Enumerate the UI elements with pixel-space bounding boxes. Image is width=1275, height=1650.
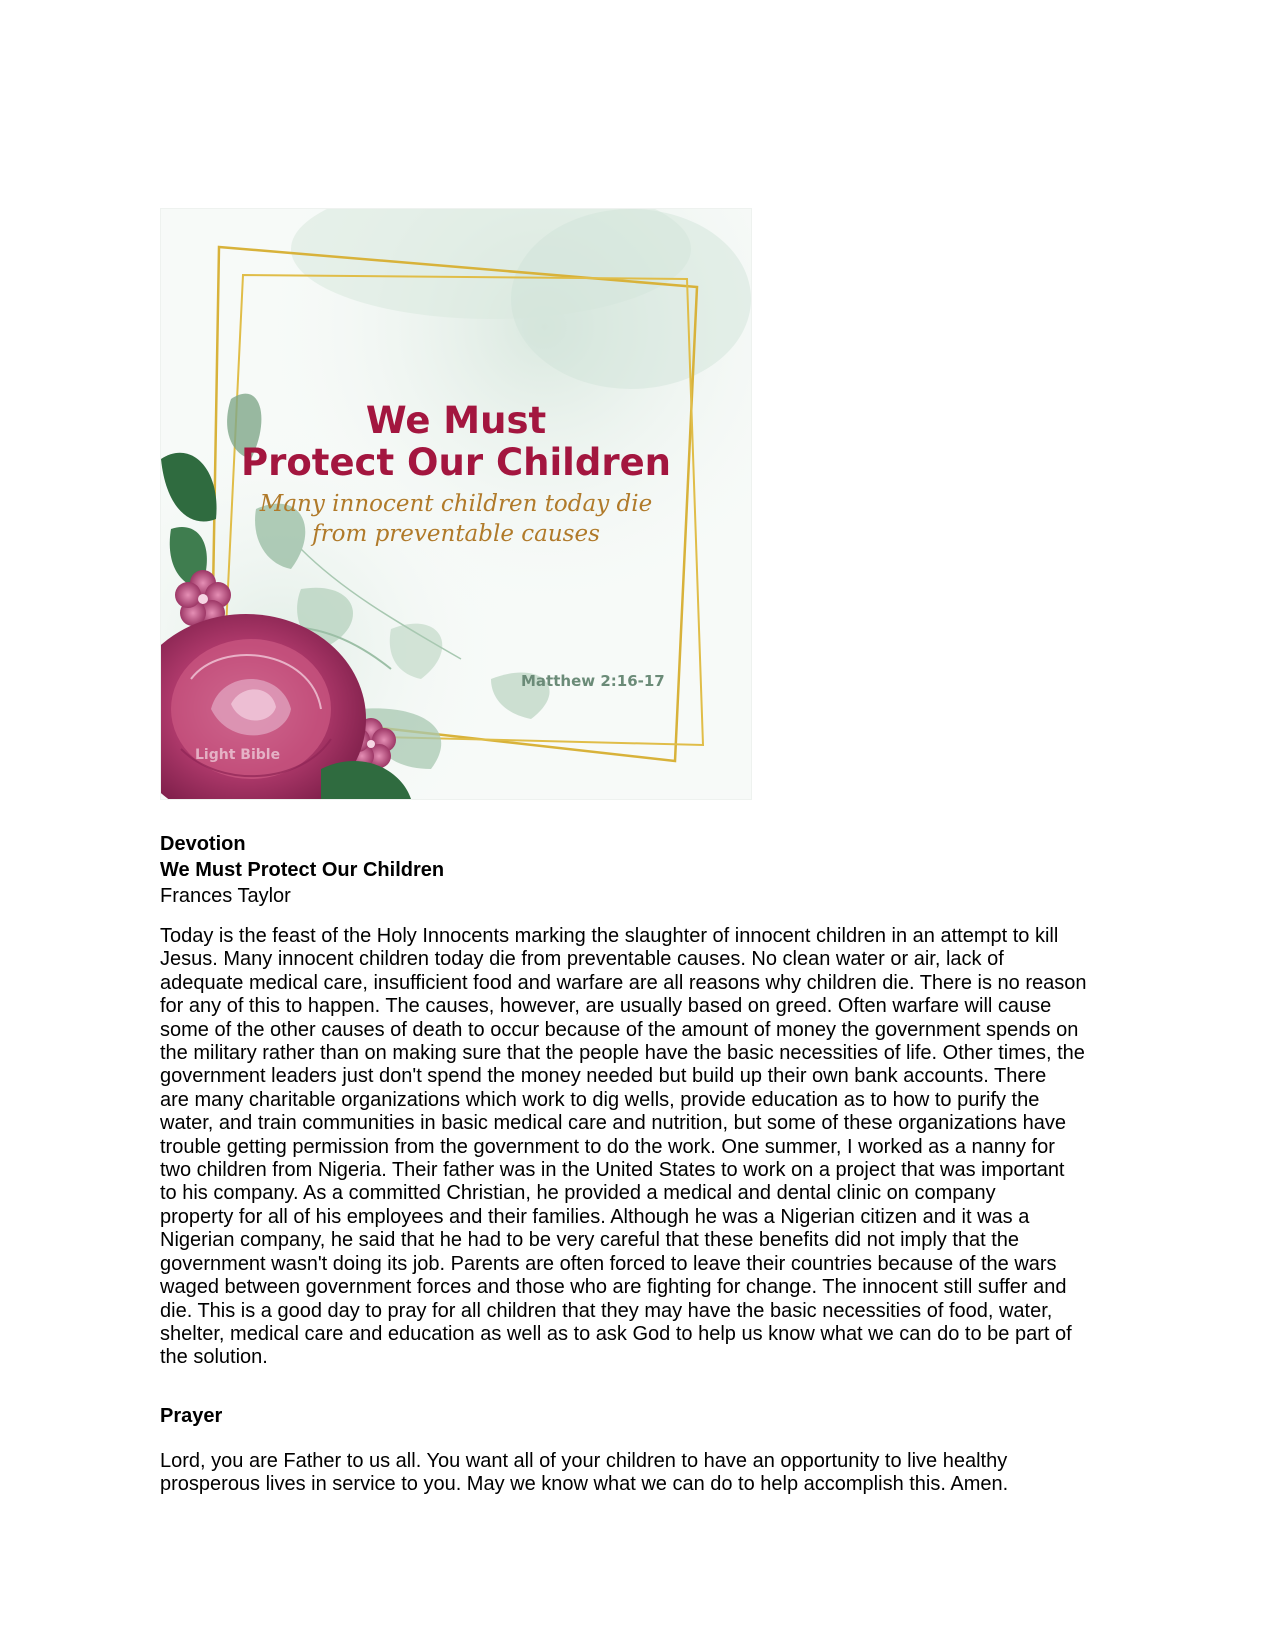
prayer-line: Lord, you are Father to us all. You want all of your children to have an opportunity to live healthy xyxy=(160,1450,1008,1472)
section-label-prayer: Prayer xyxy=(160,1405,223,1427)
body-line: die. This is a good day to pray for all children that they may have the basic necessities of food, water, xyxy=(160,1299,1053,1322)
prayer-line: prosperous lives in service to you. May we know what we can do to help accomplish this. Amen. xyxy=(160,1473,1009,1496)
body-line: trouble getting permission from the government to do the work. One summer, I worked as a nanny for xyxy=(160,1135,1055,1158)
body-line: Nigerian company, he said that he had to be very careful that these benefits did not imply that the xyxy=(160,1229,1020,1252)
body-line: to his company. As a committed Christian, he provided a medical and dental clinic on company xyxy=(160,1182,996,1205)
illustration-subtitle xyxy=(256,489,656,549)
illustration-subtitle-line1: Many innocent children today die xyxy=(259,491,653,517)
body-line: shelter, medical care and education as well as to ask God to help us know what we can do to be part of xyxy=(160,1322,1072,1345)
illustration-title-line1: We Must xyxy=(365,399,547,442)
body-line: the military rather than on making sure that the people have the basic necessities of life. Other times, the xyxy=(160,1042,1085,1065)
illustration-title-line2: Protect Our Children xyxy=(240,441,672,484)
body-line: Jesus. Many innocent children today die from preventable causes. No clean water or air, lack of xyxy=(160,948,1004,971)
body-line: adequate medical care, insufficient food and warfare are all reasons why children die. There is no reason xyxy=(160,971,1087,994)
body-line: water, and train communities in basic medical care and nutrition, but some of these organizations have xyxy=(160,1112,1067,1135)
body-line: two children from Nigeria. Their father was in the United States to work on a project that was important xyxy=(160,1159,1065,1182)
section-label-devotion: Devotion xyxy=(160,833,246,855)
body-line: government wasn't doing its job. Parents are often forced to leave their countries because of the wars xyxy=(160,1252,1057,1275)
devotion-title: We Must Protect Our Children xyxy=(160,859,445,881)
body-line: for any of this to happen. The causes, however, are usually based on greed. Often warfare will cause xyxy=(160,995,1052,1018)
body-line: the solution. xyxy=(160,1346,268,1369)
devotion-body xyxy=(160,925,1120,1370)
devotion-author: Frances Taylor xyxy=(160,885,291,907)
devotion-illustration xyxy=(160,208,752,800)
body-line: some of the other causes of death to occur because of the amount of money the government spends on xyxy=(160,1018,1079,1041)
body-line: are many charitable organizations which work to dig wells, provide education as to how to purify the xyxy=(160,1088,1040,1111)
watercolor-blob xyxy=(511,209,751,389)
watermark-logo: Light Bible xyxy=(195,747,281,763)
body-line: government leaders just don't spend the money needed but build up their own bank accounts. There xyxy=(160,1065,1047,1088)
body-line: waged between government forces and those who are fighting for change. The innocent still suffer and xyxy=(160,1276,1067,1299)
scripture-reference: Matthew 2:16-17 xyxy=(521,672,665,690)
illustration-subtitle-line2: from preventable causes xyxy=(312,521,600,547)
body-line: Today is the feast of the Holy Innocents marking the slaughter of innocent children in an attempt to kill xyxy=(160,925,1059,947)
body-line: property for all of his employees and their families. Although he was a Nigerian citizen and it was a xyxy=(160,1205,1030,1228)
prayer-body xyxy=(160,1450,1120,1497)
